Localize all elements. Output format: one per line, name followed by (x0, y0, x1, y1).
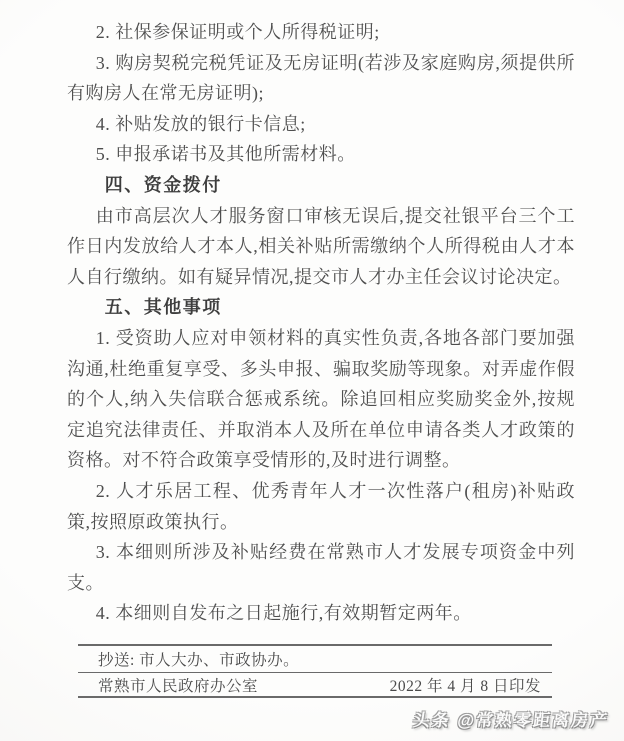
issue-row (78, 673, 552, 696)
cc-text: 抄送: 市人大办、市政协办。 (98, 652, 300, 669)
footer-bottom-rule (78, 696, 552, 698)
list-item-3: 3. 购房契税完税凭证及无房证明(若涉及家庭购房,须提供所有购房人在常无房证明); (67, 52, 575, 104)
section-heading-other-matters: 五、其他事项 (104, 297, 222, 318)
list-item-2: 2. 社保参保证明或个人所得税证明; (95, 22, 380, 42)
list-item-5: 5. 申报承诺书及其他所需材料。 (95, 144, 356, 165)
document-footer (78, 644, 552, 698)
other-matters-item-2: 2. 人才乐居工程、优秀青年人才一次性落户(租房)补贴政策,按照原政策执行。 (67, 480, 575, 532)
print-date: 2022 年 4 月 8 日印发 (389, 677, 541, 695)
fund-allocation-paragraph: 由市高层次人才服务窗口审核无误后,提交社银平台三个工作日内发放给人才本人,相关补贴所需缴纳个人所得税由人才本人自行缴纳。如有疑异情况,提交市人才办主任会议讨论决定。 (67, 205, 575, 287)
issuing-office: 常熟市人民政府办公室 (98, 677, 259, 695)
other-matters-item-3: 3. 本细则所涉及补贴经费在常熟市人才发展专项资金中列支。 (67, 542, 575, 593)
cc-row (78, 646, 552, 672)
section-heading-fund-allocation: 四、资金拨付 (104, 174, 222, 195)
toutiao-watermark: 头条 @常熟零距离房产 (411, 711, 610, 730)
other-matters-item-1: 1. 受资助人应对申领材料的真实性负责,各地各部门要加强沟通,杜绝重复享受、多头申报、骗取奖励等现象。对弄虚作假的个人,纳入失信联合惩戒系统。除追回相应奖励奖金外,按规定追究法律责任、并取消本人及所在单位申请各类人才政策的资格。对不符合政策享受情形的,及时进行调整。 (67, 327, 575, 471)
list-item-4: 4. 补贴发放的银行卡信息; (95, 113, 306, 134)
document-body (67, 17, 575, 629)
other-matters-item-4: 4. 本细则自发布之日起施行,有效期暂定两年。 (95, 603, 472, 624)
